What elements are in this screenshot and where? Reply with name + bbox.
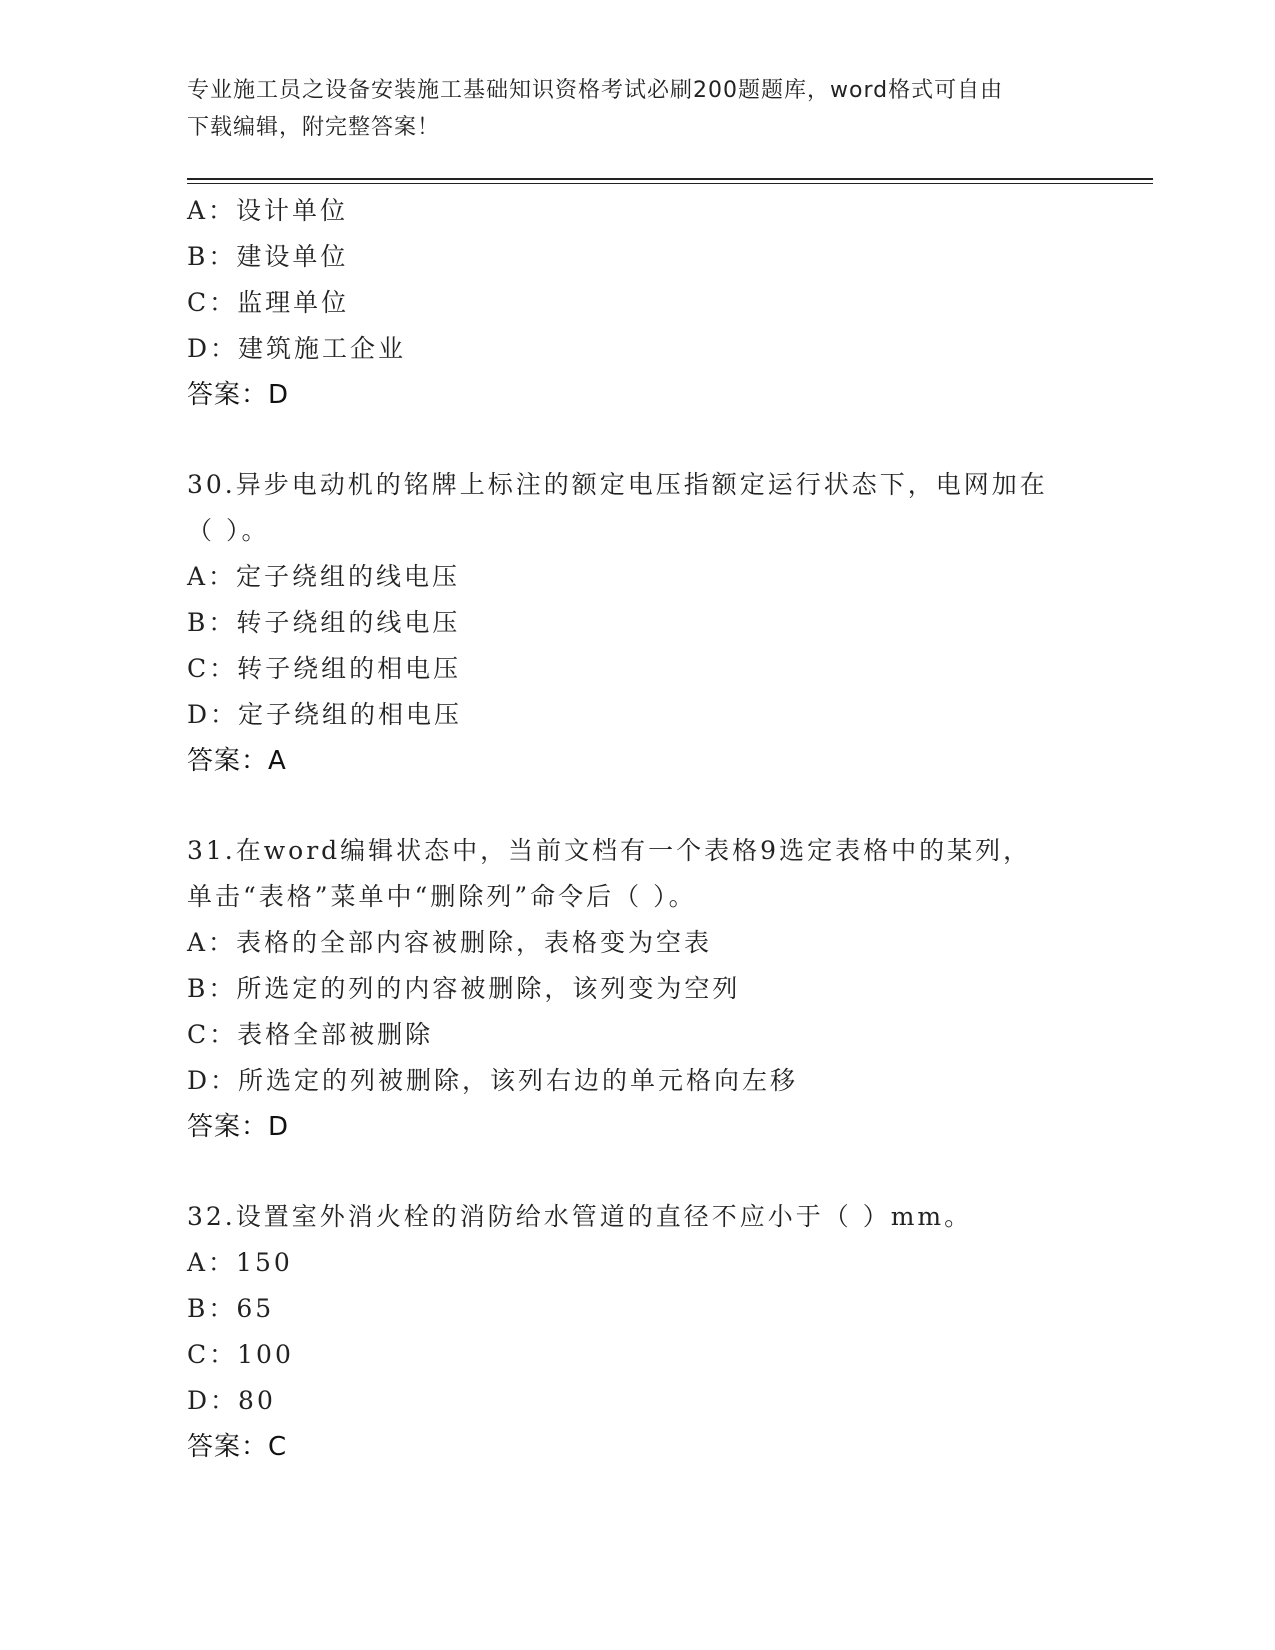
option-a: A：表格的全部内容被删除，表格变为空表	[187, 928, 713, 957]
question-32	[187, 1194, 1087, 1470]
option-b: B：建设单位	[187, 242, 349, 271]
header-divider-thin	[187, 183, 1153, 184]
option-a: A：150	[187, 1248, 293, 1277]
option-c: C：100	[187, 1340, 294, 1369]
question-30	[187, 462, 1087, 784]
option-d: D：所选定的列被删除，该列右边的单元格向左移	[187, 1066, 799, 1095]
question-list	[187, 188, 1087, 1470]
document-header	[187, 72, 1067, 146]
option-c: C：表格全部被删除	[187, 1020, 434, 1049]
option-a: A：定子绕组的线电压	[187, 562, 461, 591]
option-c: C：监理单位	[187, 288, 350, 317]
option-d: D：建筑施工企业	[187, 334, 407, 363]
spacer	[187, 784, 1087, 828]
spacer	[187, 1150, 1087, 1194]
answer: 答案：D	[187, 1112, 290, 1142]
option-b: B：65	[187, 1294, 275, 1323]
question-stem-continued: 单击“表格”菜单中“删除列”命令后（ ）。	[187, 882, 697, 911]
option-c: C：转子绕组的相电压	[187, 654, 462, 683]
question-stem: 32.设置室外消火栓的消防给水管道的直径不应小于（ ）mm。	[187, 1202, 973, 1231]
question-stem-continued: （ ）。	[187, 516, 270, 545]
header-divider-thick	[187, 178, 1153, 180]
question-31	[187, 828, 1087, 1150]
option-a: A：设计单位	[187, 196, 349, 225]
spacer	[187, 418, 1087, 462]
option-d: D：80	[187, 1386, 276, 1415]
answer: 答案：D	[187, 380, 290, 410]
answer: 答案：C	[187, 1432, 288, 1462]
option-b: B：转子绕组的线电压	[187, 608, 461, 637]
question-stem: 31.在word编辑状态中，当前文档有一个表格9选定表格中的某列，	[187, 836, 1032, 865]
question-29	[187, 188, 1087, 418]
option-d: D：定子绕组的相电压	[187, 700, 463, 729]
question-stem: 30.异步电动机的铭牌上标注的额定电压指额定运行状态下，电网加在	[187, 470, 1048, 499]
header-line-2: 下载编辑，附完整答案！	[187, 115, 441, 140]
header-line-1: 专业施工员之设备安装施工基础知识资格考试必刷200题题库，word格式可自由	[187, 78, 1004, 103]
option-b: B：所选定的列的内容被删除，该列变为空列	[187, 974, 741, 1003]
answer: 答案：A	[187, 746, 287, 776]
